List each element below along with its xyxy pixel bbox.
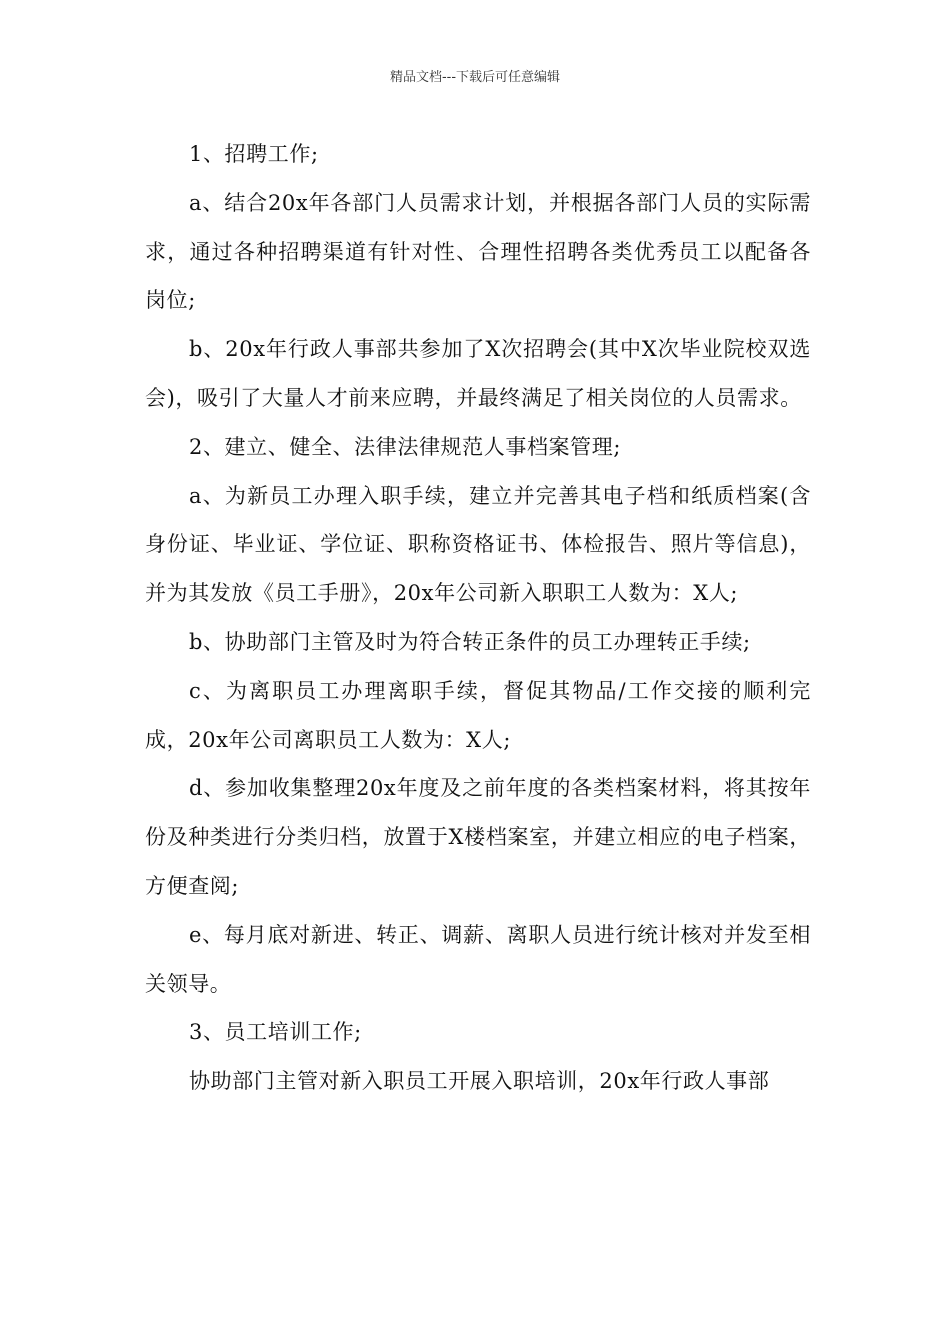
document-body	[145, 130, 811, 1106]
paragraph: 1、招聘工作;	[189, 142, 319, 166]
paragraph: a、结合20x年各部门人员需求计划，并根据各部门人员的实际需求，通过各种招聘渠道有针对性、合理性招聘各类优秀员工以配备各岗位;	[145, 190, 811, 313]
paragraph: 3、员工培训工作;	[189, 1020, 362, 1045]
page-header: 精品文档---下载后可任意编辑	[389, 70, 561, 85]
paragraph: c、为离职员工办理离职手续，督促其物品/工作交接的顺利完成，20x年公司离职员工人数为：X人;	[145, 678, 811, 752]
paragraph: a、为新员工办理入职手续，建立并完善其电子档和纸质档案(含身份证、毕业证、学位证、职称资格证书、体检报告、照片等信息)，并为其发放《员工手册》，20x年公司新入职职工人数为：X人;	[145, 483, 811, 606]
paragraph: 协助部门主管对新入职员工开展入职培训，20x年行政人事部	[189, 1069, 770, 1094]
paragraph: b、20x年行政人事部共参加了X次招聘会(其中X次毕业院校双选会)，吸引了大量人才前来应聘，并最终满足了相关岗位的人员需求。	[145, 337, 811, 410]
paragraph: d、参加收集整理20x年度及之前年度的各类档案材料，将其按年份及种类进行分类归档，放置于X楼档案室，并建立相应的电子档案，方便查阅;	[145, 776, 811, 898]
paragraph: e、每月底对新进、转正、调薪、离职人员进行统计核对并发至相关领导。	[145, 922, 811, 996]
paragraph: b、协助部门主管及时为符合转正条件的员工办理转正手续;	[189, 629, 751, 654]
paragraph: 2、建立、健全、法律法律规范人事档案管理;	[189, 434, 622, 459]
